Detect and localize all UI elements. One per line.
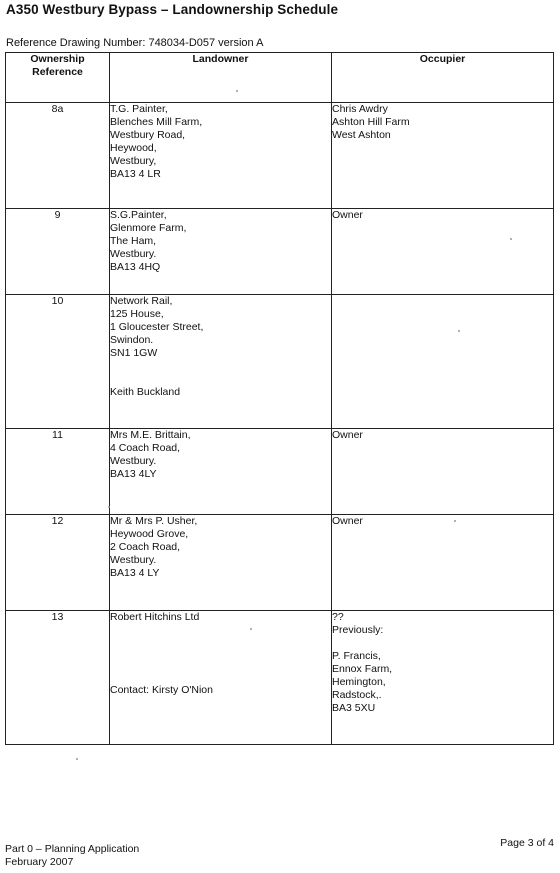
- spacer: [110, 624, 331, 684]
- occupier-cell: [332, 295, 554, 429]
- table-header-row: [6, 53, 554, 103]
- landowner-line: SN1 1GW: [110, 347, 158, 359]
- landowner-cell: [110, 515, 332, 611]
- occupier-line: Owner: [332, 209, 363, 221]
- table-row: [6, 611, 554, 745]
- occupier-previous-line: BA3 5XU: [332, 702, 376, 714]
- scan-speck: [454, 520, 456, 522]
- footer-left: [5, 843, 139, 869]
- landowner-line: 125 House,: [110, 308, 164, 320]
- footer-part: Part 0 – Planning Application: [5, 843, 140, 855]
- occupier-cell: [332, 515, 554, 611]
- landowner-line: Glenmore Farm,: [110, 222, 187, 234]
- landowner-cell: [110, 103, 332, 209]
- ownership-reference-cell: 8a: [6, 103, 110, 209]
- ownership-reference-cell: 11: [6, 429, 110, 515]
- occupier-line: West Ashton: [332, 129, 391, 141]
- scan-speck: [250, 628, 252, 630]
- header-landowner: Landowner: [110, 53, 332, 103]
- occupier-previous-line: Radstock,.: [332, 689, 382, 701]
- footer-page-number: Page 3 of 4: [500, 837, 554, 849]
- landowner-cell: [110, 295, 332, 429]
- landowner-line: Network Rail,: [110, 295, 173, 307]
- spacer: [332, 637, 553, 650]
- landowner-cell: [110, 611, 332, 745]
- scan-speck: [76, 758, 78, 760]
- landowner-line: Blenches Mill Farm,: [110, 116, 203, 128]
- table-row: [6, 209, 554, 295]
- landowner-line: Robert Hitchins Ltd: [110, 611, 200, 623]
- scan-speck: [108, 506, 110, 508]
- header-ref-line1: Ownership: [30, 53, 85, 65]
- ownership-reference-cell: 12: [6, 515, 110, 611]
- landowner-line: The Ham,: [110, 235, 157, 247]
- landowner-line: Mr & Mrs P. Usher,: [110, 515, 198, 527]
- occupier-line: Previously:: [332, 624, 384, 636]
- occupier-line: Ashton Hill Farm: [332, 116, 410, 128]
- landowner-line: BA13 4 LY: [110, 567, 160, 579]
- occupier-previous-line: P. Francis,: [332, 650, 381, 662]
- ownership-reference-cell: 10: [6, 295, 110, 429]
- ownership-reference-cell: 13: [6, 611, 110, 745]
- landownership-table: [5, 52, 554, 745]
- occupier-line: Chris Awdry: [332, 103, 388, 115]
- occupier-previous-line: Hemington,: [332, 676, 386, 688]
- reference-drawing-number: Reference Drawing Number: 748034-D057 version A: [6, 37, 264, 49]
- landowner-line: 1 Gloucester Street,: [110, 321, 204, 333]
- occupier-cell: [332, 611, 554, 745]
- landowner-line: 2 Coach Road,: [110, 541, 181, 553]
- landowner-line: Westbury.: [110, 248, 157, 260]
- landowner-line: S.G.Painter,: [110, 209, 167, 221]
- occupier-line: Owner: [332, 515, 363, 527]
- landowner-line: BA13 4HQ: [110, 261, 161, 273]
- landowner-line: Mrs M.E. Brittain,: [110, 429, 191, 441]
- landowner-line: Heywood Grove,: [110, 528, 189, 540]
- footer-date: February 2007: [5, 856, 74, 868]
- landowner-line: 4 Coach Road,: [110, 442, 181, 454]
- table-row: [6, 103, 554, 209]
- occupier-cell: [332, 429, 554, 515]
- landowner-line: Westbury.: [110, 455, 157, 467]
- landowner-line: Westbury.: [110, 554, 157, 566]
- table-row: [6, 295, 554, 429]
- header-occupier: Occupier: [332, 53, 554, 103]
- scan-speck: [236, 90, 238, 92]
- landowner-cell: [110, 209, 332, 295]
- ownership-reference-cell: 9: [6, 209, 110, 295]
- spacer: [110, 360, 331, 386]
- header-ref-line2: Reference: [32, 66, 83, 78]
- scan-speck: [458, 330, 460, 332]
- occupier-cell: [332, 209, 554, 295]
- landowner-line: Westbury Road,: [110, 129, 186, 141]
- landowner-line: Heywood,: [110, 142, 157, 154]
- landowner-line: Westbury,: [110, 155, 157, 167]
- scan-speck: [510, 238, 512, 240]
- landowner-contact: Contact: Kirsty O'Nion: [110, 684, 213, 696]
- landowner-line: BA13 4 LR: [110, 168, 161, 180]
- document-title: A350 Westbury Bypass – Landownership Schedule: [6, 2, 339, 17]
- occupier-cell: [332, 103, 554, 209]
- landowner-contact: Keith Buckland: [110, 386, 181, 398]
- occupier-previous-line: Ennox Farm,: [332, 663, 393, 675]
- landowner-line: BA13 4LY: [110, 468, 157, 480]
- table-row: [6, 515, 554, 611]
- occupier-line: Owner: [332, 429, 363, 441]
- landowner-line: Swindon.: [110, 334, 154, 346]
- occupier-line: ??: [332, 611, 344, 623]
- header-ownership-reference: [6, 53, 110, 103]
- landowner-line: T.G. Painter,: [110, 103, 168, 115]
- landowner-cell: [110, 429, 332, 515]
- table-row: [6, 429, 554, 515]
